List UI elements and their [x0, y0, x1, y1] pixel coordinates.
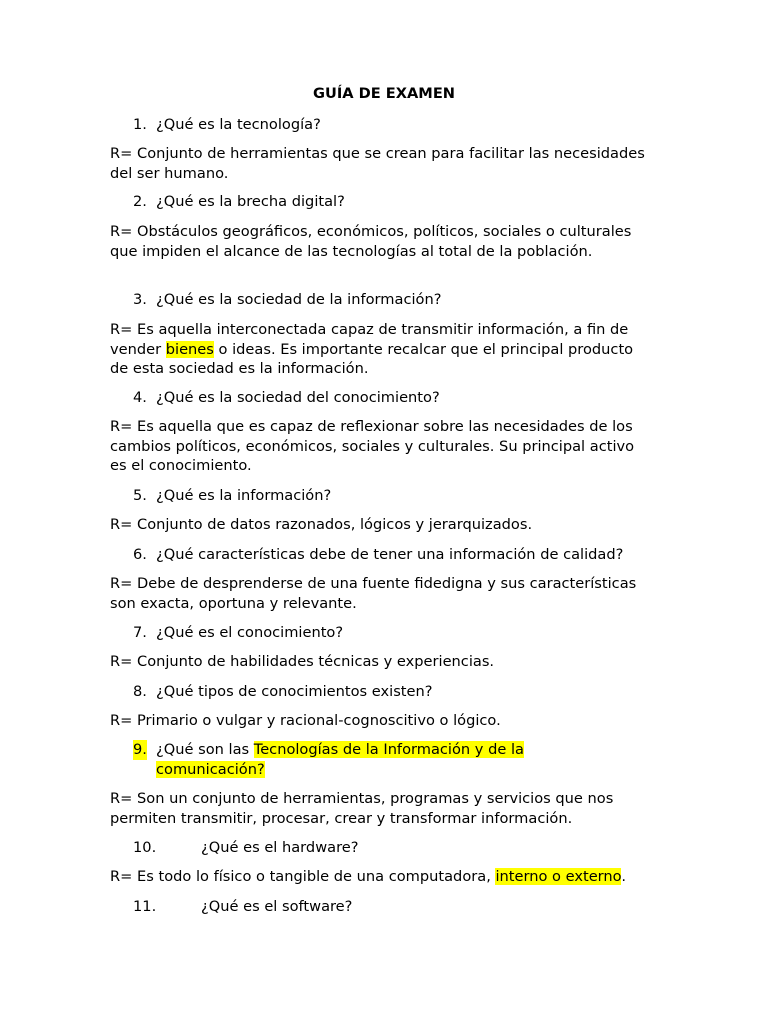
answer-7: R= Conjunto de habilidades técnicas y experiencias. [110, 653, 495, 670]
question-9 [133, 740, 693, 780]
question-number: 6. [133, 546, 147, 563]
question-text-part: ¿Qué son las [156, 741, 254, 758]
highlighted-text: Tecnologías de la Información y de la [253, 741, 524, 758]
answer-10 [110, 867, 670, 887]
highlighted-text: comunicación? [156, 761, 265, 778]
question-number: 5. [133, 487, 147, 504]
question-number: 2. [133, 193, 147, 210]
question-number: 1. [133, 116, 147, 133]
answer-5: R= Conjunto de datos razonados, lógicos y jerarquizados. [110, 516, 533, 533]
question-text: ¿Qué es el hardware? [201, 839, 359, 856]
question-text: ¿Qué es la brecha digital? [156, 193, 345, 210]
question-text [156, 740, 576, 780]
answer-text: . [621, 868, 626, 885]
question-text: ¿Qué es la sociedad del conocimiento? [156, 389, 440, 406]
question-number: 4. [133, 389, 147, 406]
answer-8: R= Primario o vulgar y racional-cognoscitivo o lógico. [110, 712, 501, 729]
page-title: GUÍA DE EXAMEN [312, 85, 456, 102]
highlighted-text: bienes [165, 340, 214, 358]
question-number: 11. [133, 898, 157, 915]
question-number: 10. [133, 839, 157, 856]
question-number: 8. [133, 683, 147, 700]
question-text: ¿Qué características debe de tener una información de calidad? [156, 546, 624, 563]
answer-9: R= Son un conjunto de herramientas, programas y servicios que nos permiten transmitir, procesar, crear y transformar información. [110, 790, 614, 827]
question-text: ¿Qué tipos de conocimientos existen? [156, 683, 433, 700]
question-text: ¿Qué es el conocimiento? [156, 624, 344, 641]
question-text: ¿Qué es la información? [156, 487, 332, 504]
answer-text: R= Es aquella interconectada capaz de transmitir información, a fin de vender [110, 321, 629, 358]
answer-1: R= Conjunto de herramientas que se crean para facilitar las necesidades del ser humano. [110, 145, 645, 182]
question-number: 3. [133, 291, 147, 308]
question-number: 9. [133, 741, 147, 758]
answer-text: R= Es todo lo físico o tangible de una computadora, [110, 868, 496, 885]
question-text: ¿Qué es la sociedad de la información? [156, 291, 442, 308]
question-text: ¿Qué es el software? [201, 898, 353, 915]
answer-4: R= Es aquella que es capaz de reflexionar sobre las necesidades de los cambios políticos, económicos, sociales y culturales. Su principal activo es el conocimiento. [110, 418, 635, 475]
answer-3 [110, 320, 655, 379]
answer-text: o ideas. Es importante recalcar que el principal producto de esta sociedad es la información. [110, 340, 634, 378]
answer-2: R= Obstáculos geográficos, económicos, políticos, sociales o culturales que impiden el alcance de las tecnologías al total de la población. [110, 223, 632, 260]
highlighted-text: interno o externo [495, 868, 622, 885]
question-number: 7. [133, 624, 147, 641]
question-text: ¿Qué es la tecnología? [156, 116, 321, 133]
answer-6: R= Debe de desprenderse de una fuente fidedigna y sus características son exacta, oportuna y relevante. [110, 575, 637, 612]
